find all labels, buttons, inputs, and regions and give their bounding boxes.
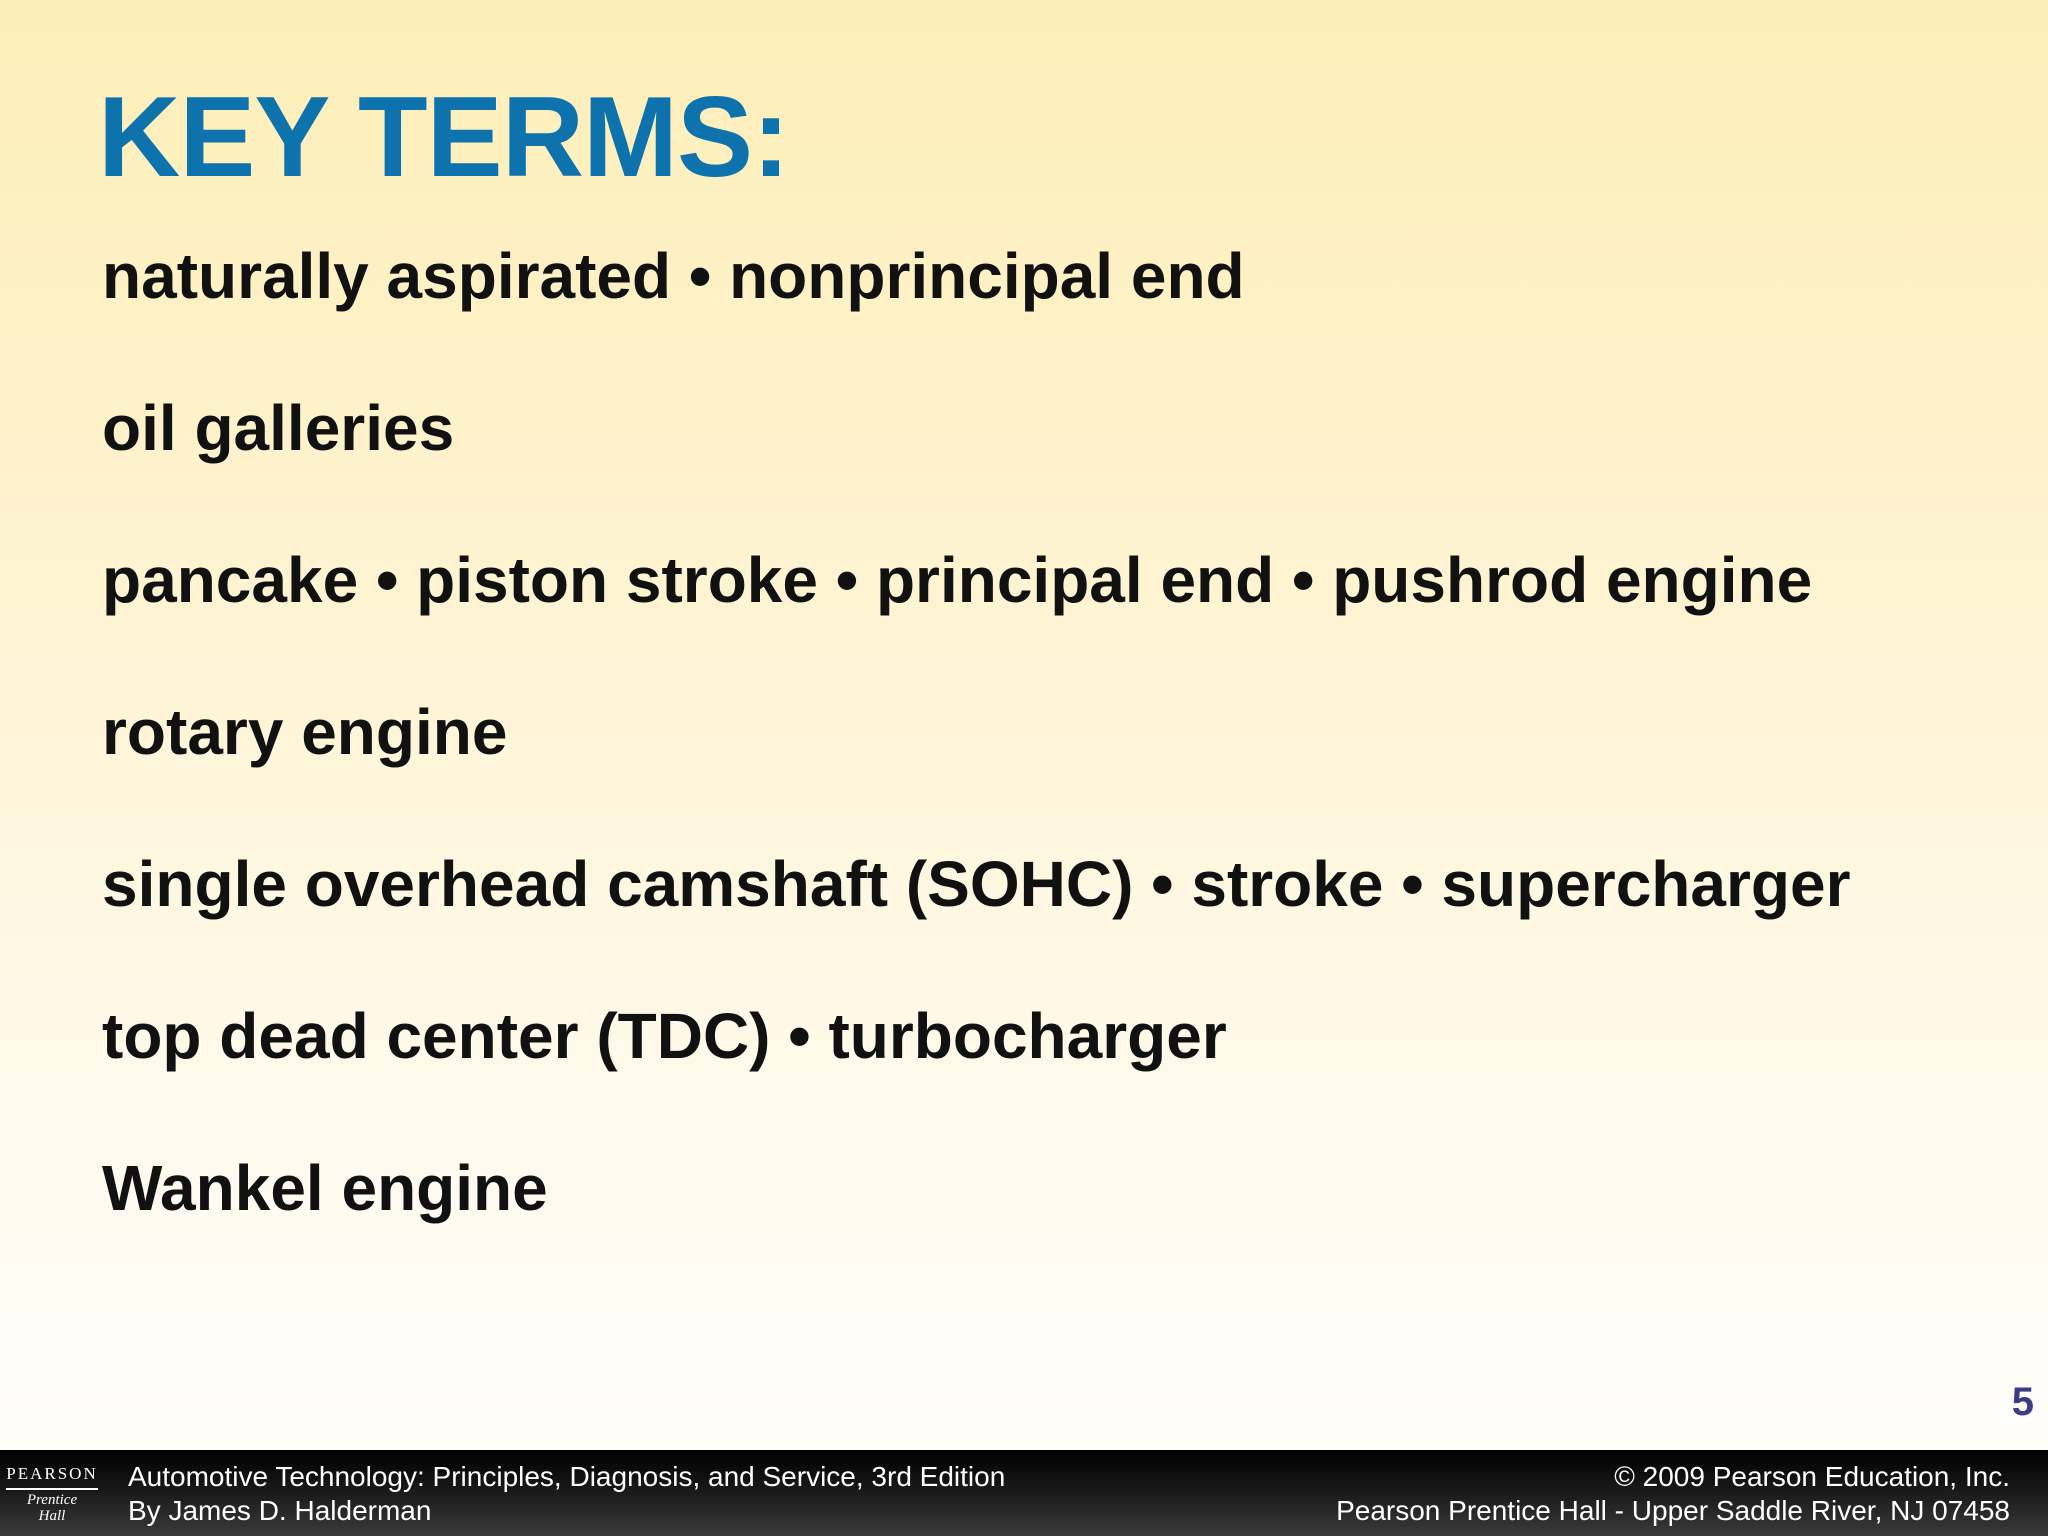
term-line: Wankel engine <box>102 1152 548 1224</box>
footer-book-info <box>128 1460 1005 1528</box>
logo-bottom-text <box>0 1484 104 1524</box>
term-line: pancake • piston stroke • principal end • pushrod engine <box>102 544 1813 616</box>
logo-bottom-line-1: Prentice <box>26 1492 78 1508</box>
page-number: 5 <box>2011 1380 2034 1424</box>
book-title: Automotive Technology: Principles, Diagnosis, and Service, 3rd Edition <box>128 1461 1006 1492</box>
slide-title: KEY TERMS: <box>98 74 789 201</box>
footer-bar <box>0 1450 2048 1536</box>
logo-bottom-line-2: Hall <box>38 1508 66 1524</box>
term-line: oil galleries <box>102 392 455 464</box>
book-author: By James D. Halderman <box>128 1495 432 1526</box>
term-line: rotary engine <box>102 696 508 768</box>
logo-divider <box>6 1488 98 1490</box>
footer-publisher-info <box>1336 1460 2010 1528</box>
term-line: top dead center (TDC) • turbocharger <box>102 1000 1227 1072</box>
pearson-prentice-hall-logo <box>0 1450 104 1536</box>
term-line: naturally aspirated • nonprincipal end <box>102 240 1245 312</box>
key-terms-list <box>102 238 1850 1302</box>
term-line: single overhead camshaft (SOHC) • stroke • supercharger <box>102 848 1851 920</box>
logo-top-text: PEARSON <box>6 1464 98 1483</box>
copyright-notice: © 2009 Pearson Education, Inc. <box>1614 1461 2010 1492</box>
publisher-address: Pearson Prentice Hall - Upper Saddle River, NJ 07458 <box>1336 1495 2010 1526</box>
